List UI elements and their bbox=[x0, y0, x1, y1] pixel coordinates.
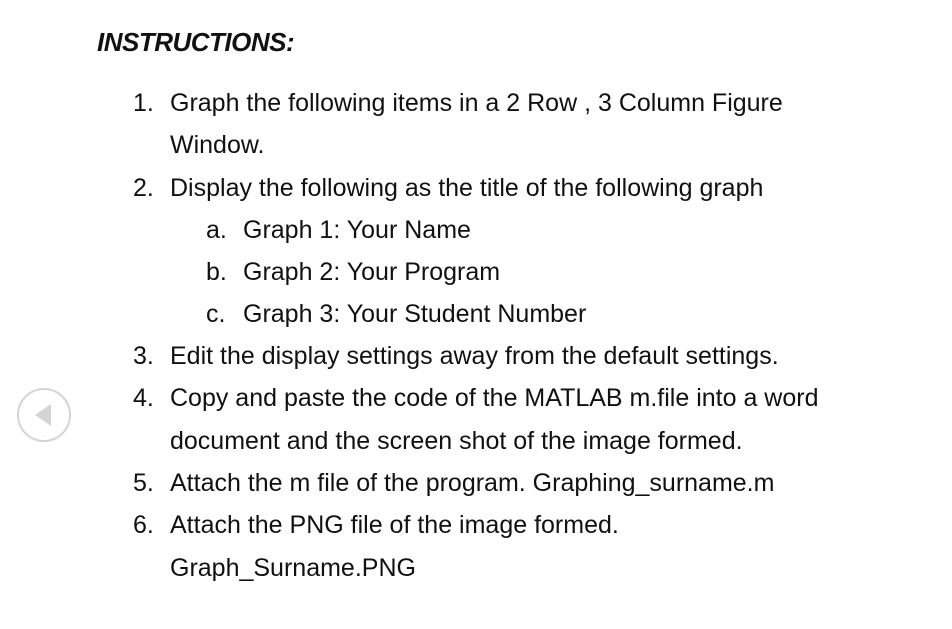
instructions-heading: INSTRUCTIONS: bbox=[97, 27, 295, 57]
list-text: Display the following as the title of the following graph bbox=[170, 174, 764, 202]
chevron-left-icon bbox=[19, 390, 69, 440]
sub-text: Graph 2: Your Program bbox=[243, 258, 501, 286]
list-text: document and the screen shot of the image formed. bbox=[170, 427, 743, 455]
list-number: 3. bbox=[133, 342, 154, 370]
sub-text: Graph 3: Your Student Number bbox=[243, 300, 587, 328]
sub-letter: b. bbox=[206, 258, 227, 286]
list-text: Attach the PNG file of the image formed. bbox=[170, 511, 619, 539]
list-text: Graph the following items in a 2 Row , 3 Column Figure bbox=[170, 89, 783, 117]
sub-letter: a. bbox=[206, 216, 227, 244]
sub-letter: c. bbox=[206, 300, 226, 328]
previous-page-button[interactable] bbox=[17, 388, 71, 442]
list-number: 1. bbox=[133, 89, 154, 117]
list-text: Edit the display settings away from the default settings. bbox=[170, 342, 779, 370]
list-text: Window. bbox=[170, 131, 265, 159]
list-number: 2. bbox=[133, 174, 154, 202]
list-text: Copy and paste the code of the MATLAB m.file into a word bbox=[170, 384, 819, 412]
list-text: Graph_Surname.PNG bbox=[170, 554, 416, 582]
list-text: Attach the m file of the program. Graphing_surname.m bbox=[170, 469, 775, 497]
list-number: 5. bbox=[133, 469, 154, 497]
list-number: 6. bbox=[133, 511, 154, 539]
sub-text: Graph 1: Your Name bbox=[243, 216, 471, 244]
list-number: 4. bbox=[133, 384, 154, 412]
